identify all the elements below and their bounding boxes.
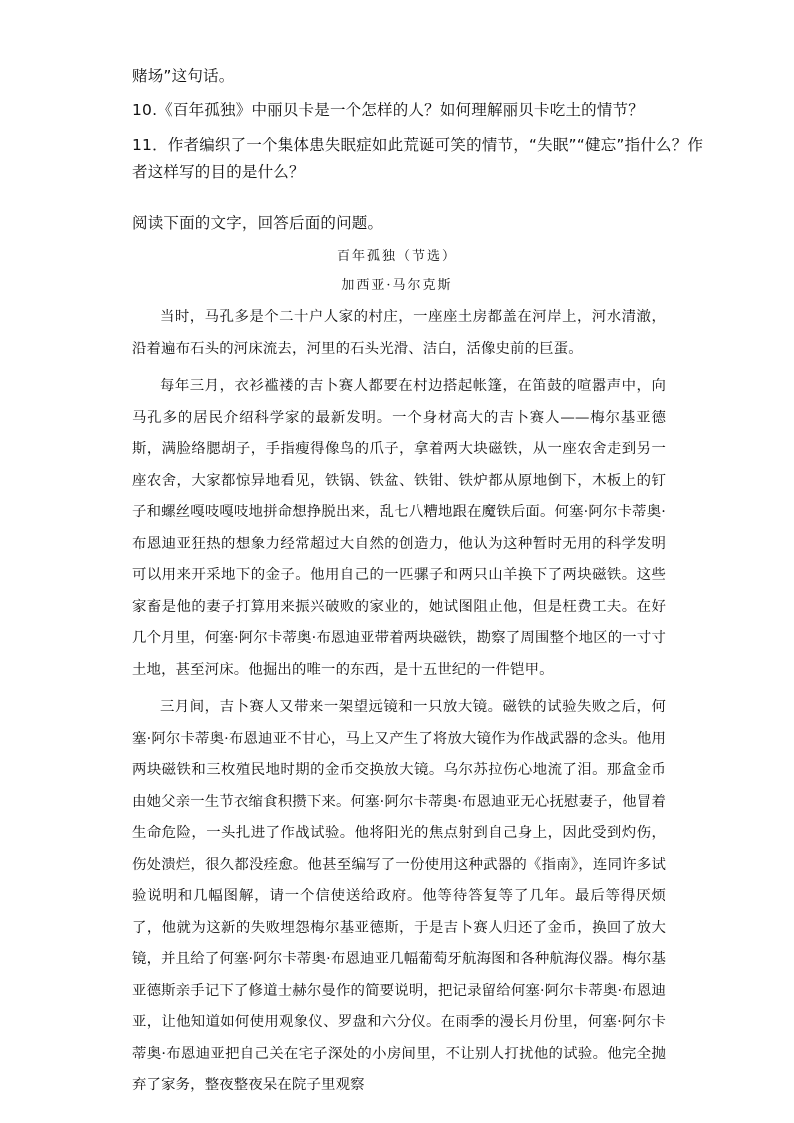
passage-author: 加西亚·马尔克斯: [341, 278, 453, 293]
passage-body: [132, 302, 666, 1102]
question-11-line-2: 者这样写的目的是什么？: [132, 163, 305, 181]
question-11-line-1: 11．作者编织了一个集体患失眠症如此荒诞可笑的情节，“失眠”“健忘”指什么？作: [132, 136, 704, 154]
passage-paragraph: 每年三月，衣衫褴褛的吉卜赛人都要在村边搭起帐篷，在笛鼓的喧嚣声中，向马孔多的居民介绍科学家的最新发明。一个身材高大的吉卜赛人——梅尔基亚德斯，满脸络腮胡子，手指瘦得像鸟的爪子，拿着两大块磁铁，从一座农舍走到另一座农舍，大家都惊异地看见，铁锅、铁盆、铁钳、铁炉都从原地倒下，木板上的钉子和螺丝嘎吱嘎吱地拼命想挣脱出来，乱七八糟地跟在魔铁后面。何塞·阿尔卡蒂奥·布恩迪亚狂热的想象力经常超过大自然的创造力，他认为这种暂时无用的科学发明可以用来开采地下的金子。他用自己的一匹骡子和两只山羊换下了两块磁铁。这些家畜是他的妻子打算用来振兴破败的家业的，她试图阻止他，但是枉费工夫。在好几个月里，何塞·阿尔卡蒂奥·布恩迪亚带着两块磁铁，勘察了周围整个地区的一寸寸土地，甚至河床。他掘出的唯一的东西，是十五世纪的一件铠甲。: [132, 378, 666, 678]
question-10: 10.《百年孤独》中丽贝卡是一个怎样的人？如何理解丽贝卡吃土的情节？: [132, 101, 644, 119]
passage-title: 百年孤独（节选）: [336, 249, 457, 264]
passage-paragraph: 三月间，吉卜赛人又带来一架望远镜和一只放大镜。磁铁的试验失败之后，何塞·阿尔卡蒂奥·布恩迪亚不甘心，马上又产生了将放大镜作为作战武器的念头。他用两块磁铁和三枚殖民地时期的金币交换放大镜。乌尔苏拉伤心地流了泪。那盒金币由她父亲一生节衣缩食积攒下来。何塞·阿尔卡蒂奥·布恩迪亚无心抚慰妻子，他冒着生命危险，一头扎进了作战试验。他将阳光的焦点射到自己身上，因此受到灼伤，伤处溃烂，很久都没痊愈。他甚至编写了一份使用这种武器的《指南》，连同许多试验说明和几幅图解，请一个信使送给政府。他等待答复等了几年。最后等得厌烦了，他就为这新的失败埋怨梅尔基亚德斯，于是吉卜赛人归还了金币，换回了放大镜，并且给了何塞·阿尔卡蒂奥·布恩迪亚几幅葡萄牙航海图和各种航海仪器。梅尔基亚德斯亲手记下了修道士赫尔曼作的简要说明，把记录留给何塞·阿尔卡蒂奥·布恩迪亚，让他知道如何使用观象仪、罗盘和六分仪。在雨季的漫长月份里，何塞·阿尔卡蒂奥·布恩迪亚把自己关在宅子深处的小房间里，不让别人打扰他的试验。他完全抛弃了家务，整夜整夜呆在院子里观察: [132, 699, 666, 1093]
passage-paragraph: 当时，马孔多是个二十户人家的村庄，一座座土房都盖在河岸上，河水清澈，沿着遍布石头的河床流去，河里的石头光滑、洁白，活像史前的巨蛋。: [132, 309, 666, 357]
question-continuation: 赌场”这句话。: [132, 67, 235, 85]
reading-instruction: 阅读下面的文字，回答后面的问题。: [132, 214, 384, 232]
